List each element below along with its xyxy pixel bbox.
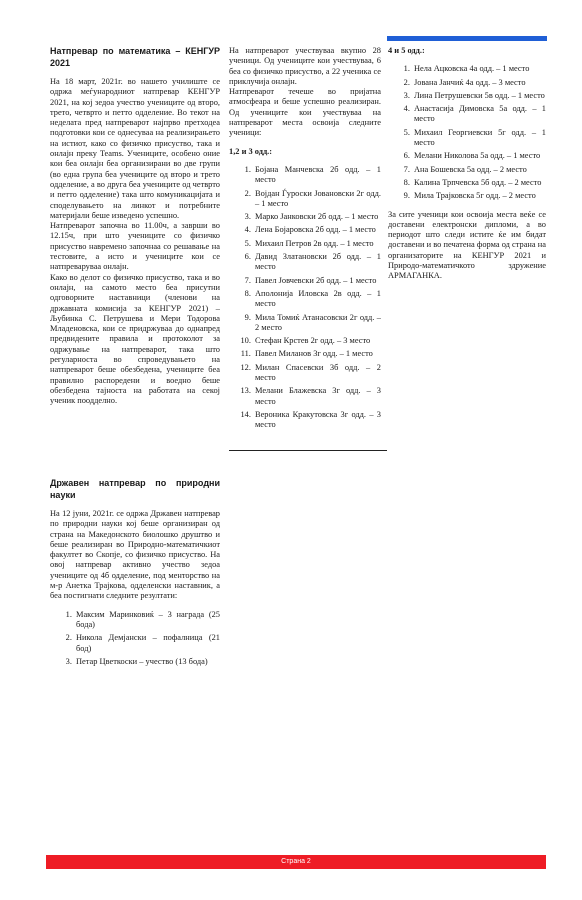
page-number: Страна 2 [281,858,311,865]
group-label-grades-4-5: 4 и 5 одд.: [388,46,425,55]
list-item: 9. Мила Томиќ Атанасовски 2г одд. – 2 место [253,313,381,334]
list-item: 12. Милан Спасевски 3б одд. – 2 место [253,363,381,384]
article-paragraph: На 18 март, 2021г. во нашето училиште се одржа меѓународниот натпревар КЕНГУР 2021, на кој зедоа учество учениците од второ, трето, четврто и петто одделение. Во текот на неделата пред натпреварот најпрво претходеа подготовки кои се однесуваа на реализирањето на истиот, како со физичко присуство, така и онлајн преку Teams. Учениците, особено оние кои беа онлајн беа организирани во две групи (во една група беа учениците од второ и трето одделение, а во друга беа учениците од четврто и петто одделение) така што комуникацијата и споделувањето на линкот и потребните материјали беше изведено успешно. [50,77,220,220]
list-item: 2. Војдан Ѓуроски Јовановски 2г одд. – 1 место [253,189,381,210]
winners-intro-paragraph: Натпреварот течеше во пријатна атмосфеара и беше успешно реализиран. Од учениците кои учествуваа на натпреварот места освоија следните ученици: [229,87,381,138]
column-divider-line [229,450,387,451]
article-column-3 [388,46,546,282]
list-item: 1. Максим Маринковиќ – 3 награда (25 бода) [74,610,220,631]
list-item: 1. Бојана Манчевска 2б одд. – 1 место [253,165,381,186]
article-title-natural-sciences: Државен натпревар по природни науки [50,478,220,500]
list-item: 13. Мелани Блажевска 3г одд. – 3 место [253,386,381,407]
list-item: 8. Калина Трпчевска 5б одд. – 2 место [412,178,546,188]
list-item: 9. Мила Трајковска 5г одд. – 2 место [412,191,546,201]
article-paragraph: Како во делот со физичко присуство, така и во онлајн, на самото место беа присутни одговорните наставници (членови на државната комисија за КЕНГУР 2021) – Љубинка С. Петрушева и Мери Тодорова Младеновска, кои се придржуваа до однапред предвидените правила и протоколот за одржување на натпреварот, така што регуларноста во спроведувањето на натпреварот беше обезбедена, учениците беа правилно распоредени и воедно беше обезбедена тајноста на работата на секој ученик поодделно. [50,272,220,406]
article-paragraph: На 12 јуни, 2021г. се одржа Државен натпревар по природни науки кој беше организиран од страна на Македонското биолошко друштво и беше реализиран во Природно-математичкиот факултет во Скопје, со физичко присуство. На овој натпревар активно учество зедоа учениците од 4б одделение, под менторство на м-р Анетка Трајкова, одделенски наставник, а беа постигнати следните резултати: [50,509,220,601]
page-footer-bar [46,855,546,869]
list-item: 14. Вероника Кракутовска 3г одд. – 3 место [253,410,381,431]
winners-list-grades-4-5 [388,64,546,201]
list-item: 2. Јована Јанчиќ 4а одд. – 3 место [412,78,546,88]
list-item: 3. Марко Јанковски 2б одд. – 1 место [253,212,381,222]
list-item: 11. Павел Миланов 3г одд. – 1 место [253,349,381,359]
diplomas-paragraph: За сите ученици кои освоија места веќе се доставени електронски дипломи, а во периодот што следи истите ќе им бидат доставени и во печатена форма од страна на организаторите на КЕНГУР 2021 и Природо-математичкото здружение АРМАГАНКА. [388,209,546,281]
list-item: 1. Нела Ацковска 4а одд. – 1 место [412,64,546,74]
header-accent-bar [387,36,547,41]
article-column-1 [50,46,220,407]
list-item: 7. Ана Бошевска 5а одд. – 2 место [412,165,546,175]
list-item: 5. Михаил Петров 2в одд. – 1 место [253,239,381,249]
list-item: 3. Лина Петрушевски 5в одд. – 1 место [412,91,546,101]
article-paragraph: Натпреварот започна во 11.00ч, а заврши во 12.15ч, при што учениците со физичко присуство навремено започнаа со решавање на тестовите, а исто и учениците кои се натпреваруваа онлајн. [50,221,220,272]
list-item: 4. Лена Бојаровска 2б одд. – 1 место [253,225,381,235]
participants-paragraph: На натпреварот учествуваа вкупно 28 ученици. Од учениците кои учествуваа, 6 беа со физичко присуство, а 22 ученика се приклучија онлајн. [229,46,381,86]
list-item: 4. Анастасија Димовска 5а одд. – 1 место [412,104,546,125]
results-list [50,610,220,667]
list-item: 10. Стефан Крстев 2г одд. – 3 место [253,336,381,346]
article-column-2 [229,46,381,434]
article-title-kengur: Натпревар по математика – КЕНГУР 2021 [50,46,220,68]
list-item: 6. Мелани Николова 5а одд. – 1 место [412,151,546,161]
group-label-grades-1-3: 1,2 и 3 одд.: [229,146,273,156]
list-item: 2. Никола Демјански – пофалница (21 бод) [74,633,220,654]
list-item: 3. Петар Цветкоски – учество (13 бода) [74,657,220,667]
list-item: 8. Аполонија Иловска 2в одд. – 1 место [253,289,381,310]
list-item: 6. Давид Златановски 2б одд. – 1 место [253,252,381,273]
list-item: 7. Павел Јовчевски 2б одд. – 1 место [253,276,381,286]
article-natural-sciences [50,478,220,670]
winners-list-grades-1-3 [229,165,381,431]
list-item: 5. Михаил Георгиевски 5г одд. – 1 место [412,128,546,149]
